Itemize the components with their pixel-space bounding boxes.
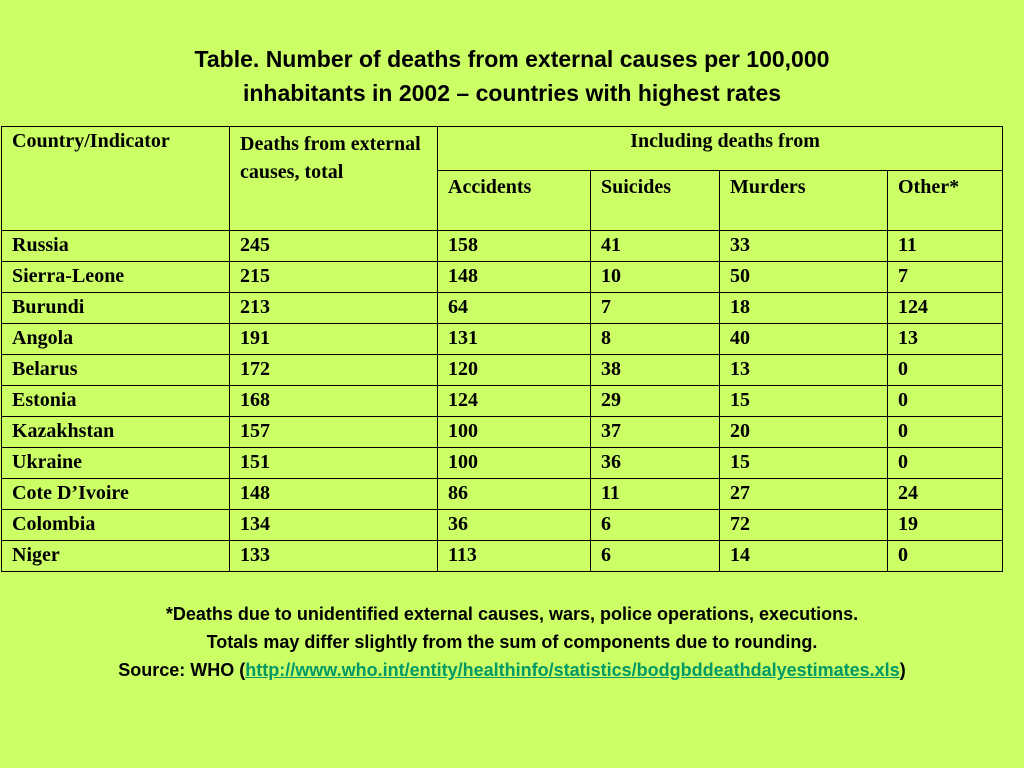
table-row (2, 293, 1003, 324)
source-link[interactable]: http://www.who.int/entity/healthinfo/statistics/bodgbddeathdalyestimates.xls (245, 660, 900, 680)
cell-suicides: 8 (591, 324, 720, 355)
cell-suicides: 36 (591, 448, 720, 479)
cell-suicides: 11 (591, 479, 720, 510)
cell-country: Kazakhstan (2, 417, 230, 448)
cell-suicides: 7 (591, 293, 720, 324)
cell-total: 151 (230, 448, 438, 479)
cell-other: 0 (888, 448, 1003, 479)
cell-murders: 13 (720, 355, 888, 386)
cell-murders: 40 (720, 324, 888, 355)
cell-total: 134 (230, 510, 438, 541)
header-accidents: Accidents (438, 171, 591, 231)
header-row-1 (2, 127, 1003, 171)
cell-accidents: 86 (438, 479, 591, 510)
cell-suicides: 38 (591, 355, 720, 386)
cell-accidents: 148 (438, 262, 591, 293)
cell-murders: 14 (720, 541, 888, 572)
cell-other: 0 (888, 541, 1003, 572)
header-suicides: Suicides (591, 171, 720, 231)
table-row (2, 417, 1003, 448)
title-line-1: Table. Number of deaths from external causes per 100,000 (194, 46, 830, 72)
cell-total: 191 (230, 324, 438, 355)
cell-country: Belarus (2, 355, 230, 386)
cell-country: Burundi (2, 293, 230, 324)
cell-murders: 72 (720, 510, 888, 541)
cell-accidents: 100 (438, 448, 591, 479)
footnote-rounding: Totals may differ slightly from the sum of components due to rounding. (206, 632, 818, 652)
deaths-table (1, 126, 1003, 572)
cell-total: 168 (230, 386, 438, 417)
cell-murders: 50 (720, 262, 888, 293)
cell-total: 245 (230, 231, 438, 262)
header-country: Country/Indicator (2, 127, 230, 231)
footnotes (0, 600, 1024, 684)
cell-other: 124 (888, 293, 1003, 324)
cell-country: Ukraine (2, 448, 230, 479)
cell-suicides: 6 (591, 541, 720, 572)
cell-total: 157 (230, 417, 438, 448)
cell-murders: 18 (720, 293, 888, 324)
cell-country: Colombia (2, 510, 230, 541)
cell-accidents: 158 (438, 231, 591, 262)
table-row (2, 324, 1003, 355)
table-body (2, 231, 1003, 572)
cell-accidents: 120 (438, 355, 591, 386)
cell-other: 13 (888, 324, 1003, 355)
cell-other: 0 (888, 386, 1003, 417)
page-title (0, 42, 1024, 110)
source-prefix: Source: WHO ( (118, 660, 246, 680)
cell-murders: 15 (720, 448, 888, 479)
cell-other: 7 (888, 262, 1003, 293)
title-line-2: inhabitants in 2002 – countries with highest rates (242, 80, 782, 106)
cell-accidents: 36 (438, 510, 591, 541)
cell-suicides: 10 (591, 262, 720, 293)
cell-other: 0 (888, 417, 1003, 448)
table-row (2, 479, 1003, 510)
cell-other: 0 (888, 355, 1003, 386)
cell-murders: 33 (720, 231, 888, 262)
cell-accidents: 131 (438, 324, 591, 355)
header-including: Including deaths from (438, 127, 1003, 171)
cell-other: 19 (888, 510, 1003, 541)
cell-suicides: 6 (591, 510, 720, 541)
cell-country: Cote D’Ivoire (2, 479, 230, 510)
header-other: Other* (888, 171, 1003, 231)
source-suffix: ) (899, 660, 906, 680)
cell-accidents: 124 (438, 386, 591, 417)
cell-murders: 15 (720, 386, 888, 417)
table-row (2, 231, 1003, 262)
cell-suicides: 37 (591, 417, 720, 448)
cell-country: Estonia (2, 386, 230, 417)
cell-suicides: 29 (591, 386, 720, 417)
cell-total: 172 (230, 355, 438, 386)
header-murders: Murders (720, 171, 888, 231)
cell-country: Angola (2, 324, 230, 355)
table-row (2, 386, 1003, 417)
cell-accidents: 64 (438, 293, 591, 324)
cell-country: Russia (2, 231, 230, 262)
table-row (2, 541, 1003, 572)
cell-total: 215 (230, 262, 438, 293)
header-total: Deaths from external causes, total (230, 127, 438, 231)
table-row (2, 262, 1003, 293)
cell-accidents: 100 (438, 417, 591, 448)
cell-total: 213 (230, 293, 438, 324)
table-row (2, 510, 1003, 541)
cell-total: 148 (230, 479, 438, 510)
cell-accidents: 113 (438, 541, 591, 572)
cell-murders: 27 (720, 479, 888, 510)
table-row (2, 448, 1003, 479)
cell-murders: 20 (720, 417, 888, 448)
cell-country: Niger (2, 541, 230, 572)
table-row (2, 355, 1003, 386)
cell-total: 133 (230, 541, 438, 572)
cell-suicides: 41 (591, 231, 720, 262)
source-line (0, 656, 1024, 684)
cell-other: 11 (888, 231, 1003, 262)
footnote-definition: *Deaths due to unidentified external causes, wars, police operations, executions. (165, 604, 859, 624)
cell-country: Sierra-Leone (2, 262, 230, 293)
cell-other: 24 (888, 479, 1003, 510)
